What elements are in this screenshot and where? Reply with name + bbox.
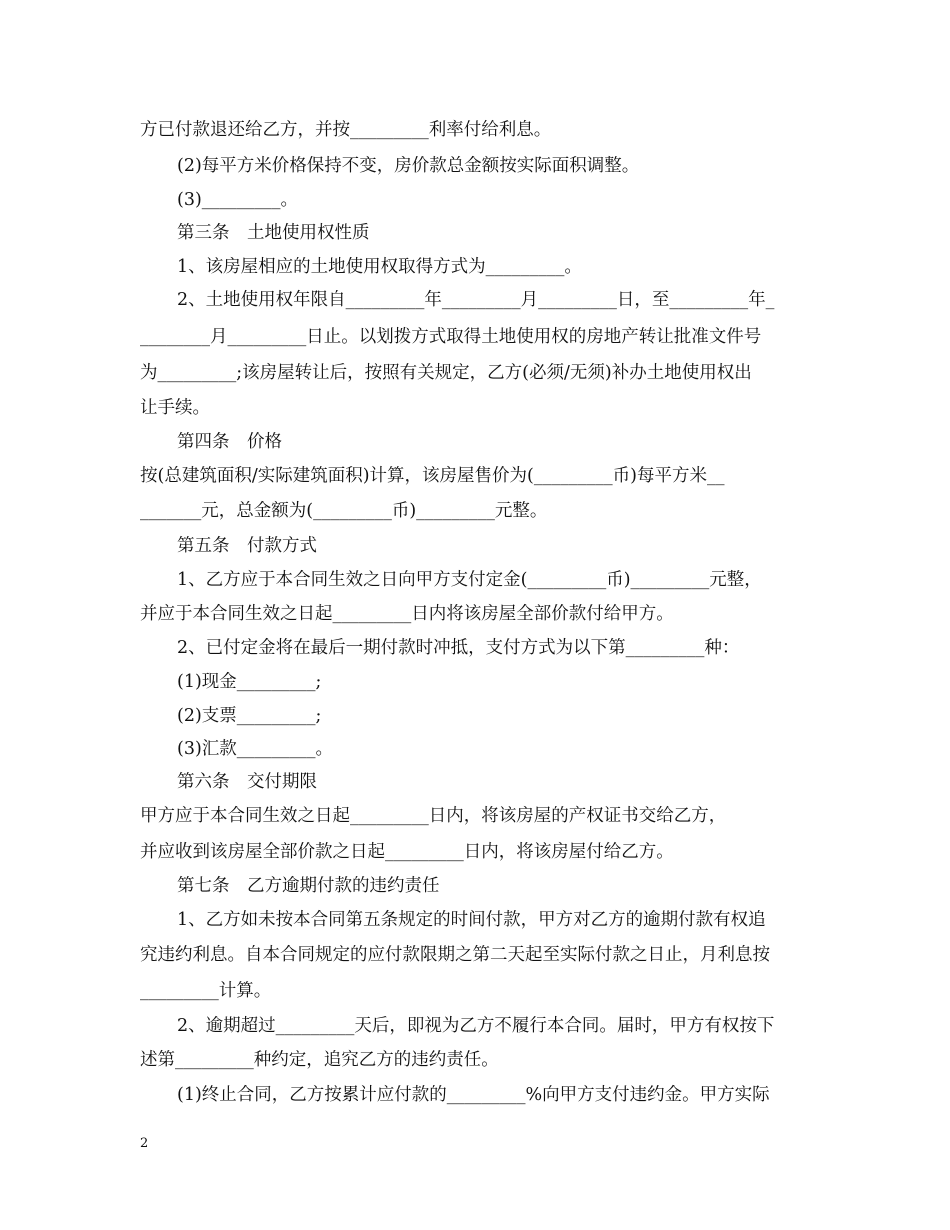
text-line: 为_________;该房屋转让后，按照有关规定，乙方(必须/无须)补办土地使用权出	[140, 363, 752, 383]
text-line: (2)每平方米价格保持不变，房价款总金额按实际面积调整。	[177, 156, 640, 176]
text-line: (3)_________。	[177, 190, 299, 210]
text-line: 2、已付定金将在最后一期付款时冲抵，支付方式为以下第_________种：	[177, 638, 740, 658]
text-line: 甲方应于本合同生效之日起_________日内，将该房屋的产权证书交给乙方，	[140, 806, 727, 826]
section-heading: 第四条 价格	[177, 432, 282, 452]
text-line: (1)终止合同，乙方按累计应付款的_________%向甲方支付违约金。甲方实际	[177, 1085, 770, 1105]
text-line: 方已付款退还给乙方，并按_________利率付给利息。	[140, 120, 552, 140]
text-line: ________月_________日止。以划拨方式取得土地使用权的房地产转让批准文件号	[140, 327, 762, 347]
text-line: 2、土地使用权年限自_________年_________月_________日，至_________年_	[177, 290, 775, 310]
text-line: 究违约利息。自本合同规定的应付款限期之第二天起至实际付款之日止，月利息按	[140, 945, 770, 965]
text-line: _________计算。	[140, 981, 272, 1001]
section-heading: 第三条 土地使用权性质	[177, 223, 370, 243]
text-line: (3)汇款_________。	[177, 739, 334, 759]
text-line: 1、乙方如未按本合同第五条规定的时间付款，甲方对乙方的逾期付款有权追	[177, 910, 766, 930]
text-line: 述第_________种约定，追究乙方的违约责任。	[140, 1050, 499, 1070]
section-heading: 第五条 付款方式	[177, 536, 317, 556]
text-line: 并应收到该房屋全部价款之日起_________日内，将该房屋付给乙方。	[140, 842, 674, 862]
section-heading: 第六条 交付期限	[177, 772, 317, 792]
text-line: 按(总建筑面积/实际建筑面积)计算，该房屋售价为(_________币)每平方米__	[140, 466, 725, 486]
text-line: 让手续。	[140, 398, 210, 418]
page-number: 2	[140, 1136, 149, 1151]
text-line: _______元，总金额为(_________币)_________元整。	[140, 501, 548, 521]
text-line: 并应于本合同生效之日起_________日内将该房屋全部价款付给甲方。	[140, 604, 674, 624]
text-line: (1)现金_________;	[177, 672, 322, 692]
text-line: 1、该房屋相应的土地使用权取得方式为_________。	[177, 257, 582, 277]
text-line: 1、乙方应于本合同生效之日向甲方支付定金(_________币)_________元整，	[177, 570, 762, 590]
section-heading: 第七条 乙方逾期付款的违约责任	[177, 876, 440, 896]
text-line: 2、逾期超过_________天后，即视为乙方不履行本合同。届时，甲方有权按下	[177, 1016, 775, 1036]
text-line: (2)支票_________;	[177, 706, 322, 726]
